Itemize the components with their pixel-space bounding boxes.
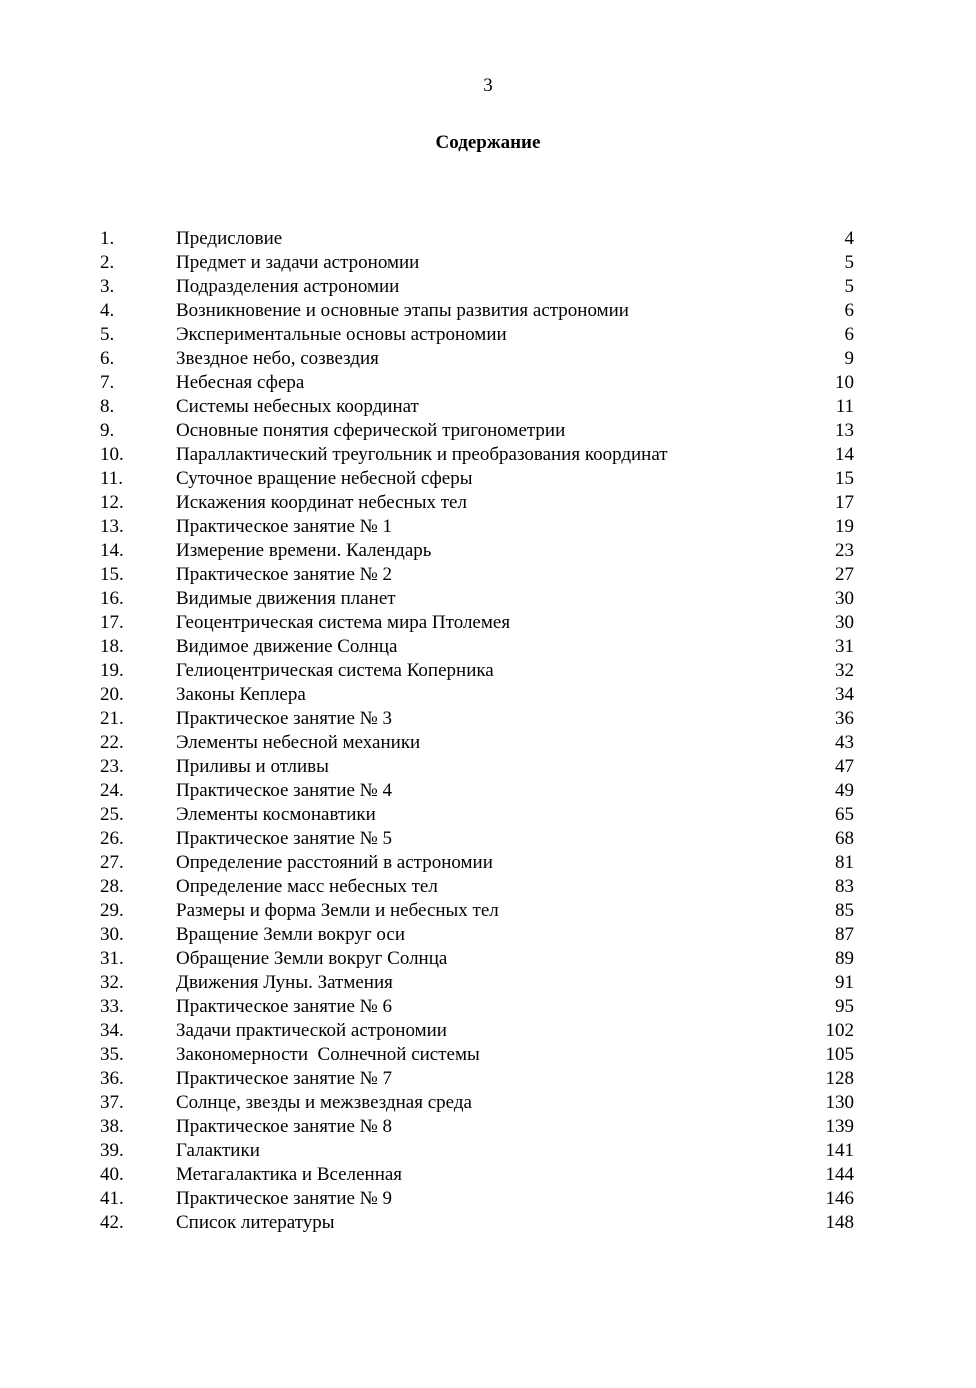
toc-entry-page: 128	[825, 1068, 854, 1089]
toc-entry-title: Метагалактика и Вселенная	[176, 1164, 403, 1185]
toc-entry-title: Параллактический треугольник и преобразования координат	[176, 444, 668, 465]
toc-entry-page: 105	[825, 1044, 854, 1065]
toc-entry-page: 19	[835, 516, 854, 537]
toc-entry-page: 87	[835, 924, 854, 945]
toc-entry	[0, 227, 976, 251]
toc-entry-title: Видимые движения планет	[176, 588, 396, 609]
toc-entry-number: 25.	[100, 804, 124, 825]
toc-entry	[0, 851, 976, 875]
toc-entry	[0, 467, 976, 491]
toc-entry-page: 31	[835, 636, 854, 657]
toc-entry-title: Вращение Земли вокруг оси	[176, 924, 406, 945]
toc-entry-number: 5.	[100, 324, 115, 345]
toc-entry-page: 65	[835, 804, 854, 825]
toc-entry-title: Практическое занятие № 5	[176, 828, 393, 849]
toc-entry-title: Элементы небесной механики	[176, 732, 421, 753]
toc-entry-title: Искажения координат небесных тел	[176, 492, 467, 513]
toc-entry-number: 3.	[100, 276, 115, 297]
toc-entry	[0, 347, 976, 371]
toc-entry	[0, 491, 976, 515]
toc-entry-page: 81	[835, 852, 854, 873]
toc-entry-title: Подразделения астрономии	[176, 276, 400, 297]
toc-entry-page: 144	[825, 1164, 854, 1185]
toc-entry-number: 12.	[100, 492, 124, 513]
toc-entry-page: 89	[835, 948, 854, 969]
toc-entry	[0, 1139, 976, 1163]
toc-entry-title: Суточное вращение небесной сферы	[176, 468, 473, 489]
toc-entry	[0, 803, 976, 827]
toc-entry-number: 2.	[100, 252, 115, 273]
toc-entry-page: 23	[835, 540, 854, 561]
toc-entry-title: Приливы и отливы	[176, 756, 329, 777]
toc-entry-page: 130	[825, 1092, 854, 1113]
toc-entry	[0, 611, 976, 635]
toc-entry-page: 14	[835, 444, 854, 465]
toc-entry-title: Движения Луны. Затмения	[176, 972, 393, 993]
toc-entry	[0, 563, 976, 587]
toc-entry-title: Галактики	[176, 1140, 260, 1161]
toc-entry-page: 36	[835, 708, 854, 729]
toc-entry	[0, 731, 976, 755]
toc-entry-number: 11.	[100, 468, 124, 489]
toc-entry-title: Измерение времени. Календарь	[176, 540, 432, 561]
toc-entry-title: Солнце, звезды и межзвездная среда	[176, 1092, 472, 1113]
toc-entry-page: 102	[825, 1020, 854, 1041]
toc-entry-title: Размеры и форма Земли и небесных тел	[176, 900, 499, 921]
toc-entry-page: 148	[825, 1212, 854, 1233]
toc-entry-page: 49	[835, 780, 854, 801]
toc-entry	[0, 395, 976, 419]
toc-entry-title: Определение масс небесных тел	[176, 876, 438, 897]
toc-entry	[0, 995, 976, 1019]
toc-entry-title: Список литературы	[176, 1212, 335, 1233]
toc-entry-page: 85	[835, 900, 854, 921]
toc-entry	[0, 1187, 976, 1211]
toc-entry-number: 42.	[100, 1212, 124, 1233]
toc-entry	[0, 971, 976, 995]
toc-entry	[0, 707, 976, 731]
toc-entry-page: 30	[835, 612, 854, 633]
toc-entry-page: 11	[835, 396, 854, 417]
toc-entry	[0, 251, 976, 275]
toc-entry	[0, 1019, 976, 1043]
toc-entry-page: 95	[835, 996, 854, 1017]
toc-entry-number: 38.	[100, 1116, 124, 1137]
toc-entry-page: 27	[835, 564, 854, 585]
toc-entry-number: 17.	[100, 612, 124, 633]
toc-entry-page: 34	[835, 684, 854, 705]
toc-entry-number: 35.	[100, 1044, 124, 1065]
toc-entry-title: Практическое занятие № 2	[176, 564, 393, 585]
toc-entry-title: Основные понятия сферической тригонометрии	[176, 420, 566, 441]
toc-entry-number: 21.	[100, 708, 124, 729]
toc-entry	[0, 275, 976, 299]
toc-entry-title: Возникновение и основные этапы развития астрономии	[176, 300, 629, 321]
toc-title: Содержание	[435, 132, 541, 153]
toc-entry-number: 34.	[100, 1020, 124, 1041]
toc-entry-number: 18.	[100, 636, 124, 657]
toc-entry-title: Видимое движение Солнца	[176, 636, 398, 657]
toc-entry-page: 68	[835, 828, 854, 849]
toc-entry-title: Задачи практической астрономии	[176, 1020, 447, 1041]
toc-entry-title: Предисловие	[176, 228, 283, 249]
toc-entry-page: 43	[835, 732, 854, 753]
toc-entry	[0, 1067, 976, 1091]
toc-entry-number: 24.	[100, 780, 124, 801]
toc-entry-page: 4	[844, 228, 854, 249]
toc-entry	[0, 1043, 976, 1067]
toc-entry-number: 4.	[100, 300, 115, 321]
toc-entry-page: 139	[825, 1116, 854, 1137]
toc-entry	[0, 419, 976, 443]
toc-entry-page: 10	[835, 372, 854, 393]
toc-entry-page: 141	[825, 1140, 854, 1161]
toc-entry-number: 32.	[100, 972, 124, 993]
toc-entry-page: 91	[835, 972, 854, 993]
toc-entry-number: 26.	[100, 828, 124, 849]
toc-entry-page: 32	[835, 660, 854, 681]
toc-entry-number: 20.	[100, 684, 124, 705]
toc-entry-number: 28.	[100, 876, 124, 897]
toc-entry-title: Экспериментальные основы астрономии	[176, 324, 507, 345]
toc-entry-number: 39.	[100, 1140, 124, 1161]
toc-entry-number: 15.	[100, 564, 124, 585]
toc-entry	[0, 299, 976, 323]
toc-entry-number: 37.	[100, 1092, 124, 1113]
toc-entry-title: Элементы космонавтики	[176, 804, 376, 825]
toc-entry	[0, 443, 976, 467]
toc-entry-page: 6	[844, 300, 854, 321]
toc-entry-title: Геоцентрическая система мира Птолемея	[176, 612, 511, 633]
toc-entry-number: 22.	[100, 732, 124, 753]
toc-entry-number: 41.	[100, 1188, 124, 1209]
toc-entry-number: 1.	[100, 228, 115, 249]
toc-entry	[0, 899, 976, 923]
toc-entry	[0, 1211, 976, 1235]
toc-entry-title: Практическое занятие № 6	[176, 996, 393, 1017]
toc-entry-number: 6.	[100, 348, 115, 369]
toc-list	[0, 227, 976, 1235]
toc-entry-page: 13	[835, 420, 854, 441]
toc-entry	[0, 779, 976, 803]
toc-entry-number: 23.	[100, 756, 124, 777]
toc-entry-title: Законы Кеплера	[176, 684, 306, 705]
toc-entry-page: 17	[835, 492, 854, 513]
toc-entry-number: 19.	[100, 660, 124, 681]
toc-entry-title: Гелиоцентрическая система Коперника	[176, 660, 494, 681]
toc-entry-title: Практическое занятие № 1	[176, 516, 393, 537]
toc-entry	[0, 875, 976, 899]
toc-entry-page: 30	[835, 588, 854, 609]
toc-entry-number: 36.	[100, 1068, 124, 1089]
toc-entry-number: 16.	[100, 588, 124, 609]
toc-entry	[0, 515, 976, 539]
toc-entry	[0, 587, 976, 611]
toc-entry	[0, 371, 976, 395]
toc-entry-number: 7.	[100, 372, 115, 393]
toc-entry	[0, 1115, 976, 1139]
toc-entry-number: 40.	[100, 1164, 124, 1185]
toc-entry-number: 29.	[100, 900, 124, 921]
toc-entry-page: 146	[825, 1188, 854, 1209]
toc-entry	[0, 659, 976, 683]
toc-entry	[0, 947, 976, 971]
toc-entry-number: 30.	[100, 924, 124, 945]
toc-entry	[0, 923, 976, 947]
toc-entry-title: Звездное небо, созвездия	[176, 348, 379, 369]
toc-entry-page: 15	[835, 468, 854, 489]
toc-entry-page: 83	[835, 876, 854, 897]
toc-entry-number: 13.	[100, 516, 124, 537]
toc-entry	[0, 1091, 976, 1115]
toc-entry-number: 33.	[100, 996, 124, 1017]
toc-entry-page: 47	[835, 756, 854, 777]
toc-entry-title: Закономерности Солнечной системы	[176, 1044, 480, 1065]
toc-entry-title: Практическое занятие № 9	[176, 1188, 393, 1209]
toc-entry-number: 9.	[100, 420, 115, 441]
toc-entry	[0, 755, 976, 779]
toc-entry-number: 8.	[100, 396, 115, 417]
toc-entry-title: Практическое занятие № 3	[176, 708, 393, 729]
toc-entry-number: 31.	[100, 948, 124, 969]
toc-entry-page: 6	[844, 324, 854, 345]
toc-entry-title: Практическое занятие № 7	[176, 1068, 393, 1089]
toc-entry-title: Определение расстояний в астрономии	[176, 852, 493, 873]
toc-entry-title: Небесная сфера	[176, 372, 305, 393]
toc-entry-page: 9	[844, 348, 854, 369]
toc-entry	[0, 635, 976, 659]
toc-entry-number: 10.	[100, 444, 124, 465]
toc-entry	[0, 827, 976, 851]
toc-entry	[0, 683, 976, 707]
toc-entry-title: Обращение Земли вокруг Солнца	[176, 948, 448, 969]
page-number: 3	[483, 75, 493, 96]
toc-entry-title: Предмет и задачи астрономии	[176, 252, 420, 273]
toc-entry	[0, 1163, 976, 1187]
toc-entry-page: 5	[844, 276, 854, 297]
toc-entry	[0, 539, 976, 563]
toc-entry-page: 5	[844, 252, 854, 273]
toc-entry-title: Практическое занятие № 4	[176, 780, 393, 801]
toc-entry-number: 14.	[100, 540, 124, 561]
toc-entry-title: Системы небесных координат	[176, 396, 419, 417]
toc-entry-number: 27.	[100, 852, 124, 873]
toc-entry-title: Практическое занятие № 8	[176, 1116, 393, 1137]
toc-entry	[0, 323, 976, 347]
